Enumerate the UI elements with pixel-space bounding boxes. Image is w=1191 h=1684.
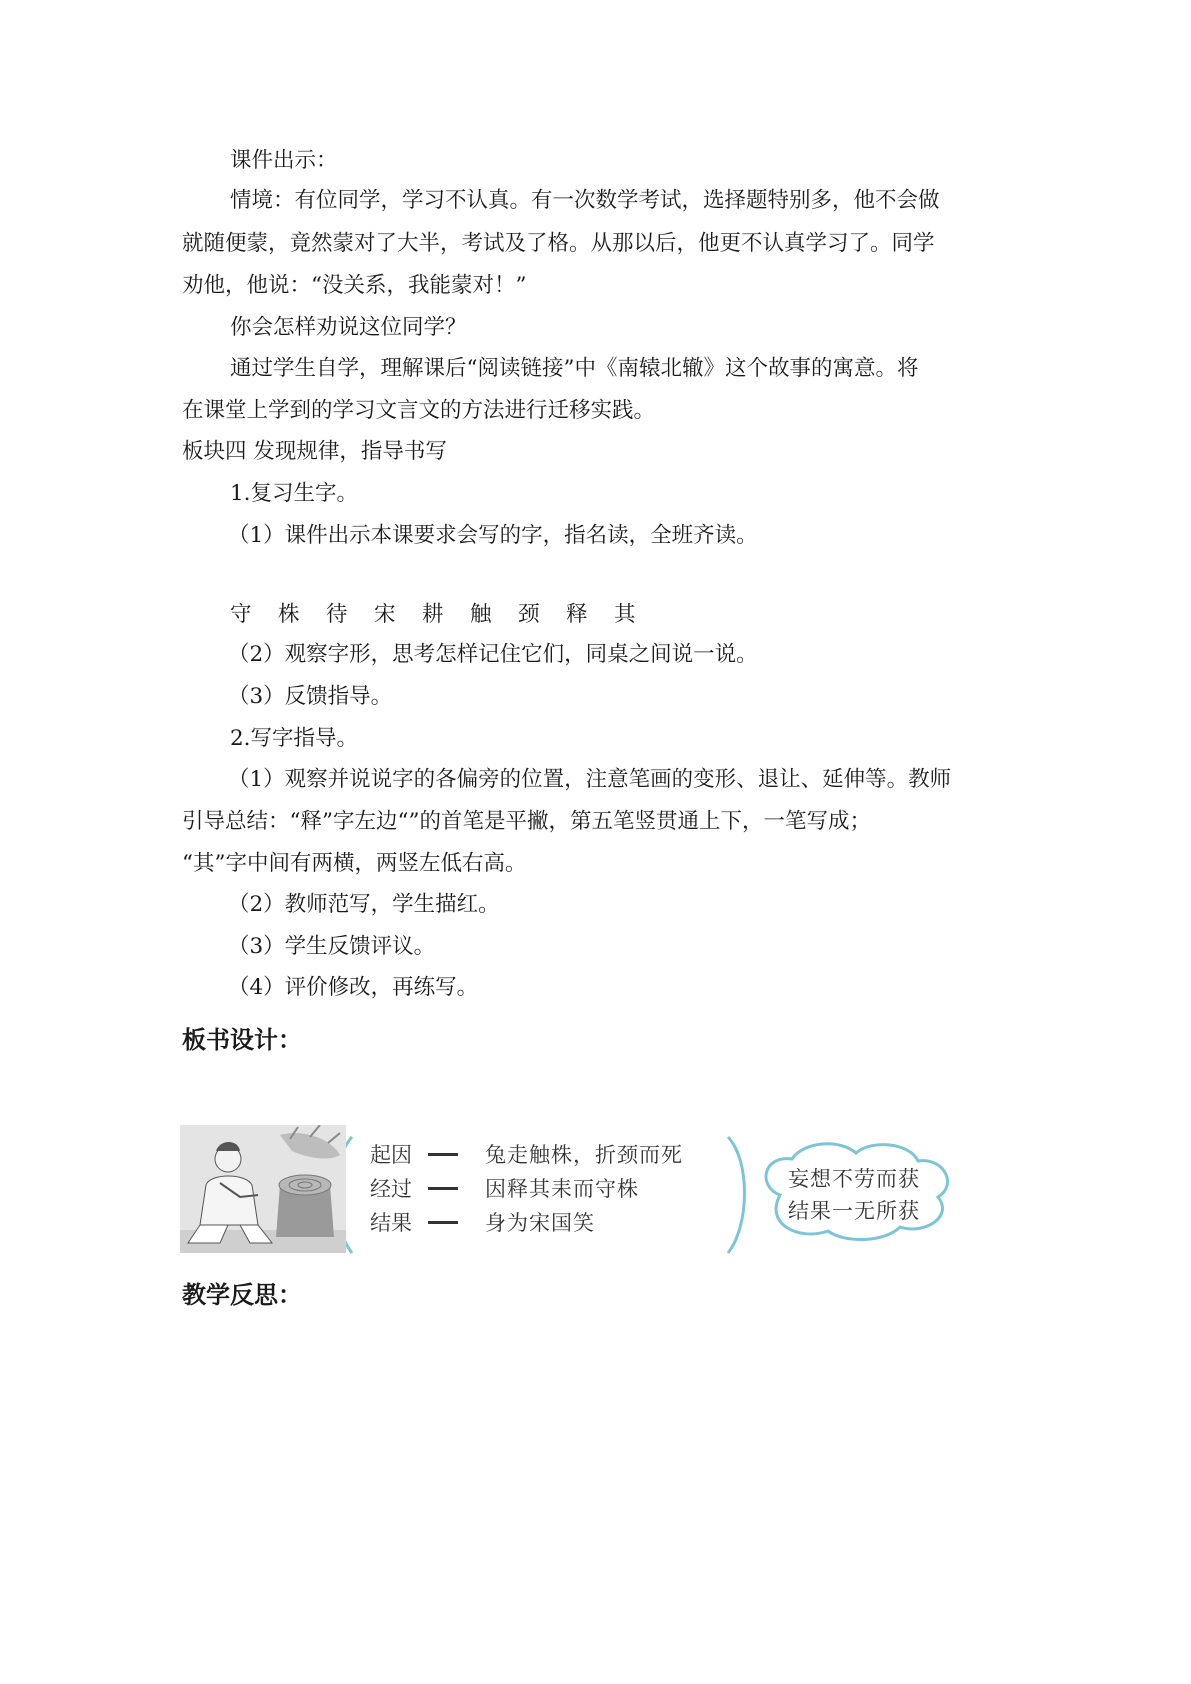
step-2-1-line-2: 引导总结：“释”字左边“”的首笔是平撇，第五笔竖贯通上下，一笔写成； bbox=[182, 809, 871, 834]
step-1-2: （2）观察字形，思考怎样记住它们，同桌之间说一说。 bbox=[228, 642, 758, 667]
step-2-1-line-1: （1）观察并说说字的各偏旁的位置，注意笔画的变形、退让、延伸等。教师 bbox=[228, 767, 952, 792]
self-study-line-1: 通过学生自学，理解课后“阅读链接”中《南辕北辙》这个故事的寓意。将 bbox=[230, 356, 919, 381]
step-2-2: （2）教师范写，学生描红。 bbox=[228, 892, 500, 917]
char-item: 颈 bbox=[518, 602, 540, 627]
char-item: 耕 bbox=[422, 602, 444, 627]
right-brace bbox=[728, 1137, 745, 1253]
row-content-cause: 兔走触株，折颈而死 bbox=[485, 1143, 683, 1167]
row-label-cause: 起因 bbox=[370, 1143, 412, 1167]
step-1-1: （1）课件出示本课要求会写的字，指名读，全班齐读。 bbox=[228, 523, 758, 548]
char-item: 其 bbox=[614, 602, 636, 627]
row-content-result: 身为宋国笑 bbox=[485, 1211, 595, 1235]
char-item: 守 bbox=[230, 602, 252, 627]
step-2-4: （4）评价修改，再练写。 bbox=[228, 975, 479, 1000]
reflection-heading: 教学反思： bbox=[182, 1281, 302, 1309]
section-four-title: 板块四 发现规律，指导书写 bbox=[182, 439, 447, 464]
row-dash bbox=[428, 1187, 458, 1190]
row-dash bbox=[428, 1221, 458, 1224]
row-dash bbox=[428, 1153, 458, 1156]
row-label-process: 经过 bbox=[370, 1177, 412, 1201]
courseware-label: 课件出示： bbox=[230, 148, 338, 173]
self-study-line-2: 在课堂上学到的学习文言文的方法进行迁移实践。 bbox=[182, 398, 656, 423]
char-item: 待 bbox=[326, 602, 348, 627]
row-content-process: 因释其耒而守株 bbox=[485, 1177, 639, 1201]
scenario-line-2: 就随便蒙，竟然蒙对了大半，考试及了格。从那以后，他更不认真学习了。同学 bbox=[182, 231, 935, 256]
row-label-result: 结果 bbox=[370, 1211, 412, 1235]
scenario-line-1: 情境：有位同学，学习不认真。有一次数学考试，选择题特别多，他不会做 bbox=[230, 188, 940, 213]
step-1-title: 1.复习生字。 bbox=[230, 481, 359, 506]
board-design-heading: 板书设计： bbox=[182, 1026, 302, 1054]
scenario-line-3: 劝他，他说：“没关系，我能蒙对！” bbox=[182, 273, 527, 298]
farmer-by-stump-illustration bbox=[180, 1125, 346, 1253]
char-item: 宋 bbox=[374, 602, 396, 627]
step-2-3: （3）学生反馈评议。 bbox=[228, 934, 436, 959]
char-item: 释 bbox=[566, 602, 588, 627]
question-line: 你会怎样劝说这位同学？ bbox=[230, 315, 467, 340]
step-1-3: （3）反馈指导。 bbox=[228, 684, 393, 709]
character-list bbox=[230, 600, 662, 630]
char-item: 触 bbox=[470, 602, 492, 627]
step-2-title: 2.写字指导。 bbox=[230, 726, 359, 751]
moral-line-1: 妄想不劳而获 bbox=[788, 1167, 920, 1191]
step-2-1-line-3: “其”字中间有两横，两竖左低右高。 bbox=[182, 851, 527, 876]
moral-line-2: 结果一无所获 bbox=[788, 1199, 920, 1223]
char-item: 株 bbox=[278, 602, 300, 627]
board-design-diagram bbox=[180, 1125, 1160, 1260]
